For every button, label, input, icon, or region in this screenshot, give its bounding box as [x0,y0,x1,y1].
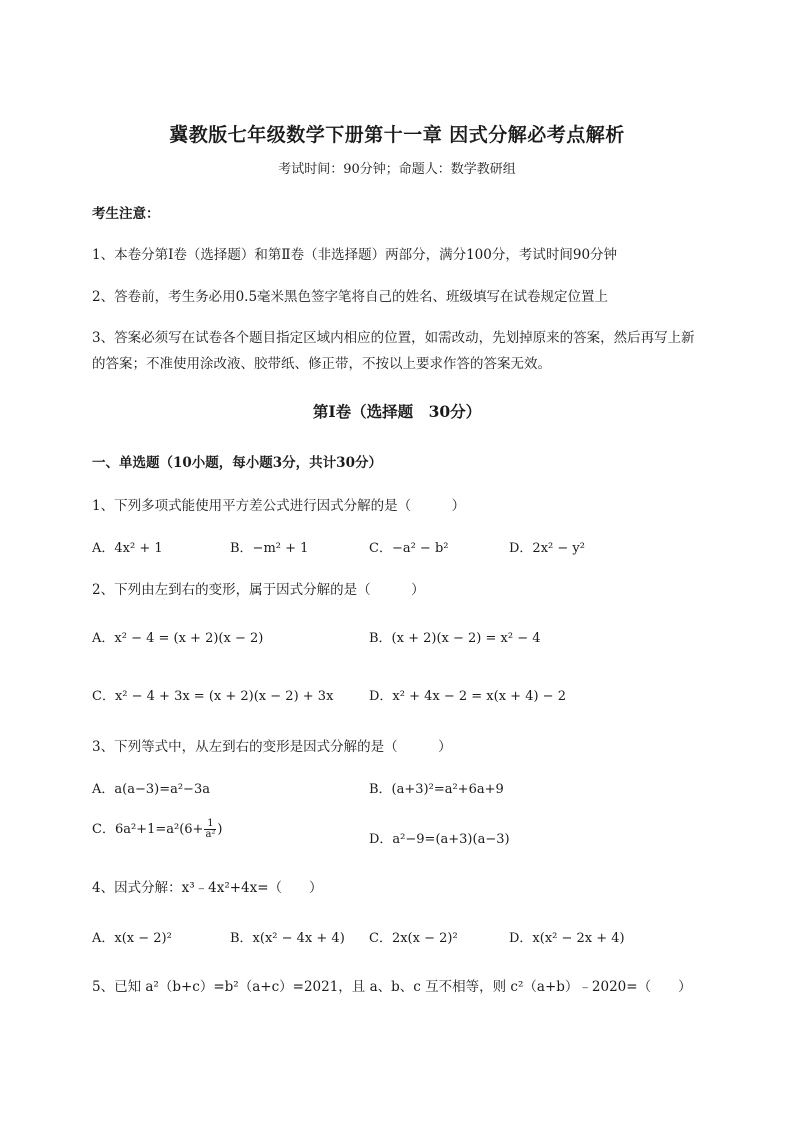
page-title: 冀教版七年级数学下册第十一章 因式分解必考点解析 [169,124,625,146]
question-2-option-d[interactable]: D．x² + 4x − 2 = x(x + 4) − 2 [369,689,566,704]
question-3-option-c[interactable] [92,818,223,841]
section-title: 第Ⅰ卷（选择题 30分） [312,402,482,421]
question-1-option-d[interactable]: D．2x² − y² [509,541,585,556]
part-title: 一、单选题（10小题，每小题3分，共计30分） [92,455,382,471]
question-1-option-a[interactable]: A．4x² + 1 [92,541,163,556]
fraction-numerator: 1 [204,819,216,831]
fraction [204,819,216,841]
notice-heading: 考生注意： [92,206,160,222]
question-1-option-c[interactable]: C．−a² − b² [369,541,449,556]
question-3-option-b[interactable]: B．(a+3)²=a²+6a+9 [369,782,504,797]
question-2-option-a[interactable]: A．x² − 4 = (x + 2)(x − 2) [92,631,264,646]
notice-item-3: 3、答案必须写在试卷各个题目指定区域内相应的位置，如需改动，先划掉原来的答案，然后再写上新 [92,330,695,346]
question-3-option-a[interactable]: A．a(a−3)=a²−3a [92,782,210,797]
question-3-option-c-text: C．6a²+1=a²(6+ [92,822,204,837]
notice-item-2: 2、答卷前，考生务必用0.5毫米黑色签字笔将自己的姓名、班级填写在试卷规定位置上 [92,289,609,305]
question-2-stem: 2、下列由左到右的变形，属于因式分解的是（ ） [92,582,425,598]
question-1-stem: 1、下列多项式能使用平方差公式进行因式分解的是（ ） [92,498,466,514]
fraction-denominator: a² [205,829,216,840]
question-4-option-d[interactable]: D．x(x² − 2x + 4) [509,931,625,946]
closing-paren: ) [217,822,223,837]
notice-item-1: 1、本卷分第Ⅰ卷（选择题）和第Ⅱ卷（非选择题）两部分，满分100分，考试时间90分钟 [92,247,618,263]
question-2-option-b[interactable]: B．(x + 2)(x − 2) = x² − 4 [369,631,541,646]
notice-item-3-cont: 的答案；不准使用涂改液、胶带纸、修正带，不按以上要求作答的答案无效。 [92,356,551,372]
question-4-option-b[interactable]: B．x(x² − 4x + 4) [230,931,345,946]
question-5-stem: 5、已知 a²（b+c）=b²（a+c）=2021，且 a、b、c 互不相等，则 c²（a+b）﹣2020=（ ） [92,979,692,995]
question-4-option-c[interactable]: C．2x(x − 2)² [369,931,458,946]
question-3-stem: 3、下列等式中，从左到右的变形是因式分解的是（ ） [92,739,452,755]
exam-info: 考试时间：90分钟；命题人：数学教研组 [278,162,516,177]
question-4-stem: 4、因式分解：x³﹣4x²+4x=（ ） [92,880,323,896]
question-2-option-c[interactable]: C．x² − 4 + 3x = (x + 2)(x − 2) + 3x [92,689,334,704]
question-3-option-d[interactable]: D．a²−9=(a+3)(a−3) [369,832,510,847]
question-4-option-a[interactable]: A．x(x − 2)² [92,931,172,946]
question-1-option-b[interactable]: B．−m² + 1 [230,541,309,556]
